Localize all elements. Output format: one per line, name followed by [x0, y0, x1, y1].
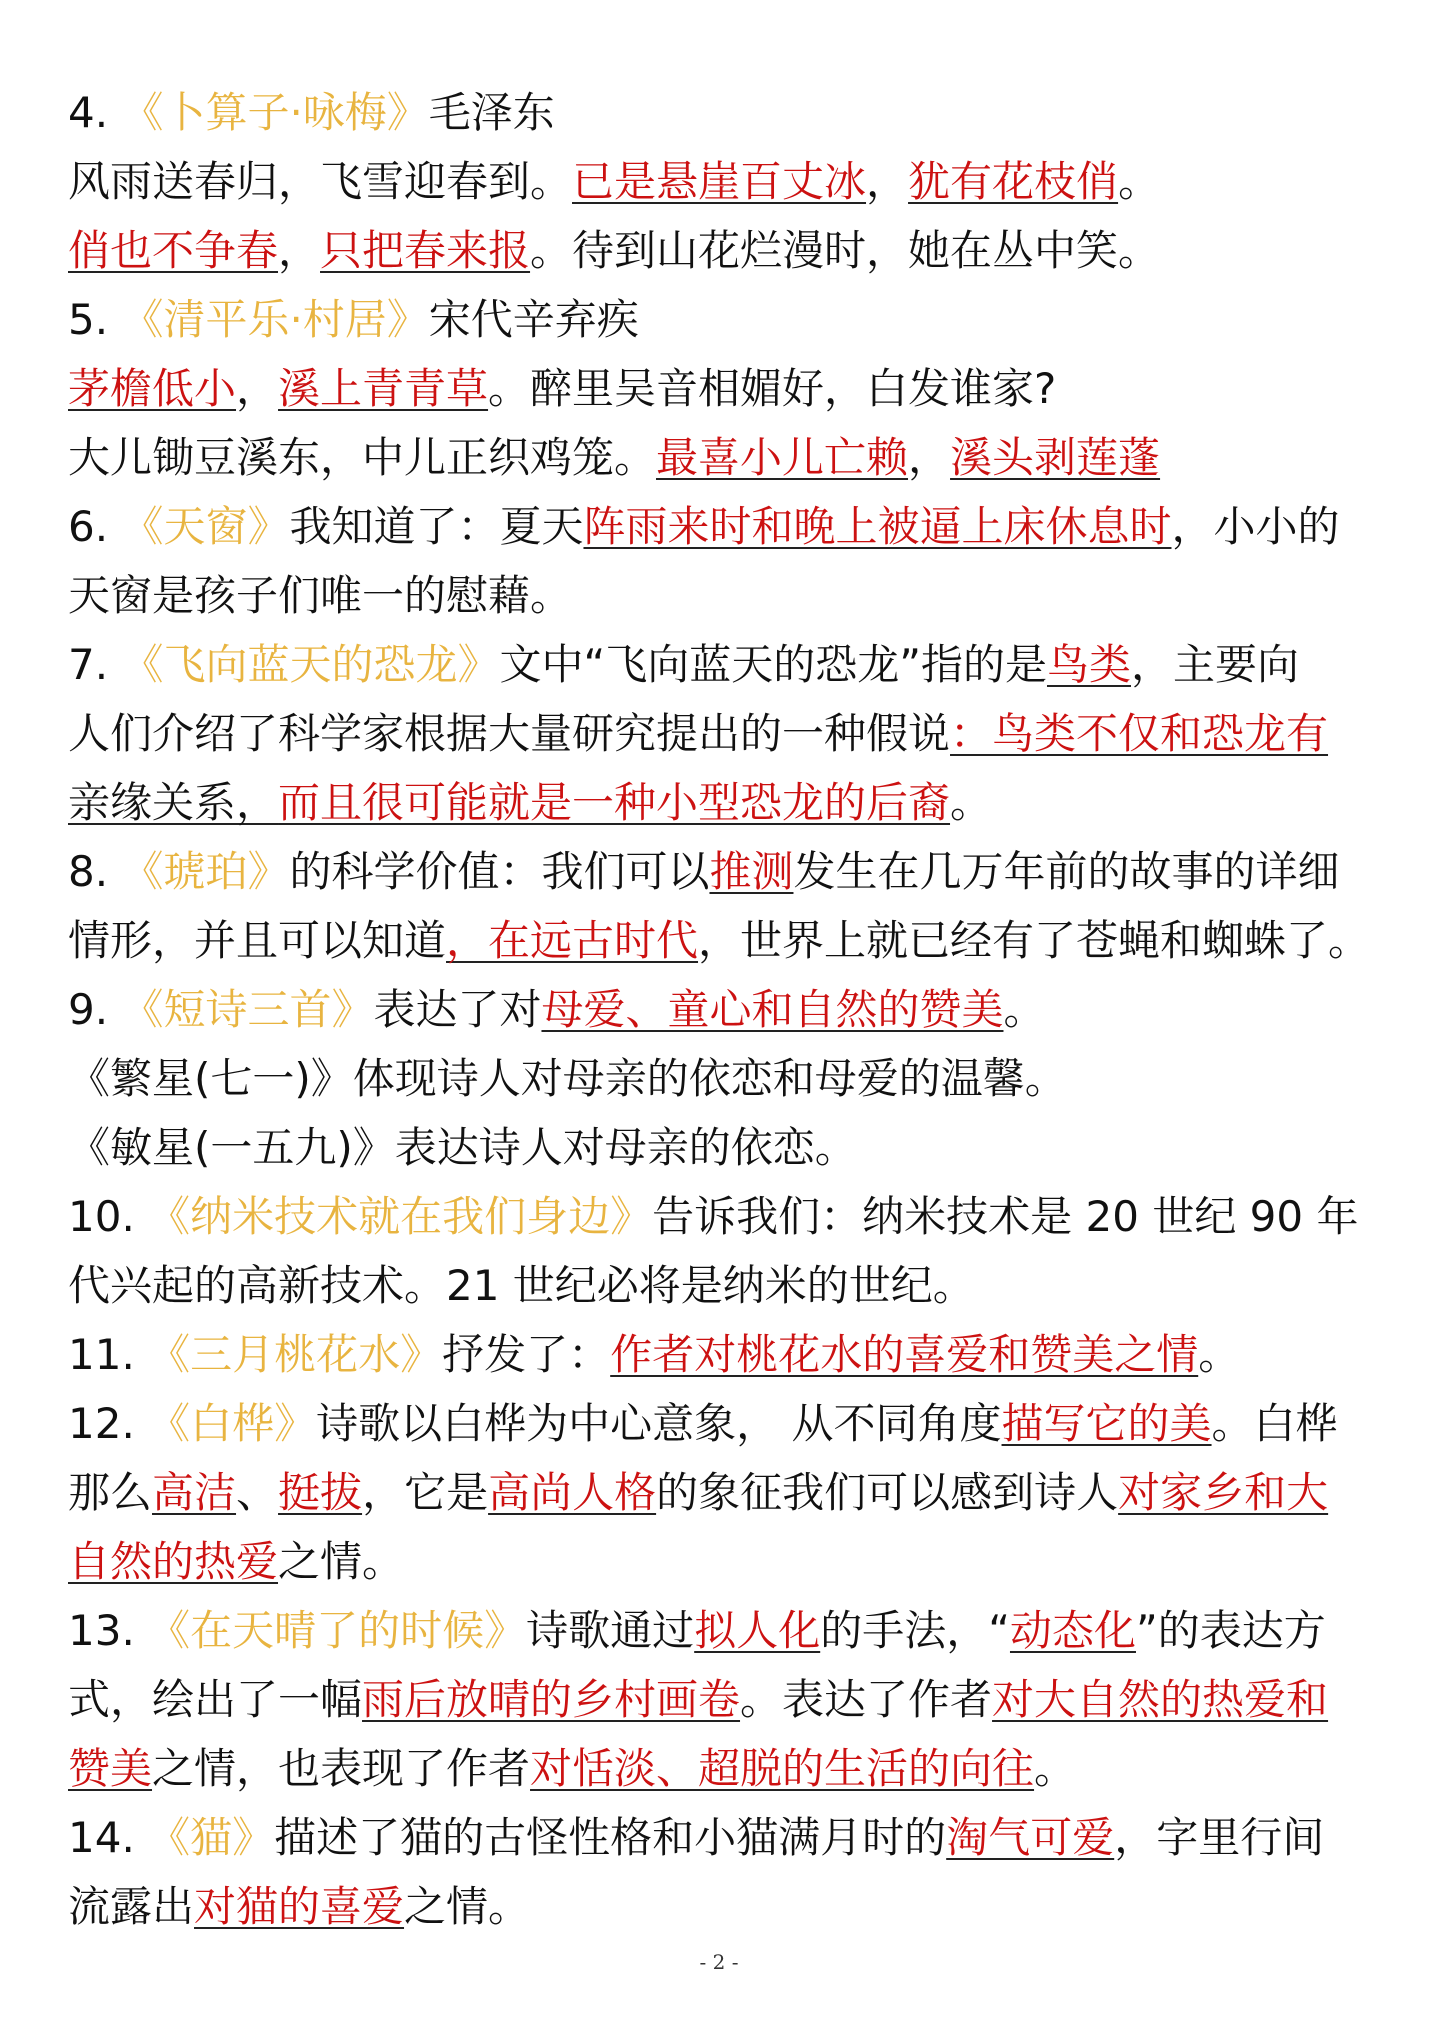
key-point: 溪上青青草 [278, 364, 489, 413]
text-segment: 10. [68, 1192, 149, 1241]
text-line [68, 1389, 1378, 1458]
text-line [68, 1872, 1378, 1941]
text-line [68, 1182, 1378, 1251]
work-title: 《猫》 [148, 1813, 275, 1862]
work-title: 《白桦》 [148, 1399, 317, 1448]
text-line [68, 906, 1378, 975]
work-title: 《琥珀》 [121, 847, 290, 896]
text-segment: 。 [950, 778, 993, 827]
text-segment: 的象征我们可以感到诗人 [656, 1468, 1119, 1517]
text-segment: 8. [68, 847, 122, 896]
text-line [68, 147, 1378, 216]
key-point: 高洁 [152, 1468, 237, 1517]
text-segment: 6. [68, 502, 122, 551]
text-segment: 宋代辛弃疾 [428, 295, 639, 344]
text-segment: 4. [68, 88, 122, 137]
text-line [68, 1527, 1378, 1596]
text-line [68, 1596, 1378, 1665]
key-point: 最喜小儿亡赖 [656, 433, 909, 482]
text-segment: 之情，也表现了作者 [152, 1744, 531, 1793]
work-title: 《清平乐·村居》 [121, 295, 429, 344]
key-point: 犹有花枝俏 [908, 157, 1119, 206]
text-segment: 诗歌通过 [526, 1606, 695, 1655]
text-line [68, 1251, 1378, 1320]
text-segment: 天窗是孩子们唯一的慰藉。 [68, 571, 573, 620]
work-title: 《短诗三首》 [121, 985, 374, 1034]
text-line [68, 354, 1378, 423]
work-title: 《天窗》 [121, 502, 290, 551]
text-segment: 表达了对 [373, 985, 542, 1034]
key-point: 鸟类 [1046, 640, 1131, 689]
text-segment: 诗歌以白桦为中心意象， 从不同角度 [316, 1399, 1002, 1448]
text-segment: ，它是 [362, 1468, 489, 1517]
key-point: 而且很可能就是一种小型恐龙的后裔 [278, 778, 951, 827]
text-segment: 式，绘出了一幅 [68, 1675, 363, 1724]
key-point: 对家乡和大 [1118, 1468, 1329, 1517]
underlined-text: 亲缘关系， [68, 778, 279, 827]
key-point: 溪头剥莲蓬 [950, 433, 1161, 482]
key-point: 推测 [709, 847, 794, 896]
text-line [68, 78, 1378, 147]
text-segment: 发生在几万年前的故事的详细 [793, 847, 1340, 896]
key-point: 高尚人格 [488, 1468, 657, 1517]
work-title: 《纳米技术就在我们身边》 [148, 1192, 653, 1241]
text-segment: 。醉里吴音相媚好，白发谁家? [488, 364, 1057, 413]
key-point: 描写它的美 [1001, 1399, 1212, 1448]
text-segment: 描述了猫的古怪性格和小猫满月时的 [274, 1813, 947, 1862]
text-segment: 14. [68, 1813, 149, 1862]
work-title: 《飞向蓝天的恐龙》 [121, 640, 500, 689]
key-point: 只把春来报 [320, 226, 531, 275]
text-line [68, 561, 1378, 630]
text-line [68, 1734, 1378, 1803]
text-line [68, 1803, 1378, 1872]
text-segment: 。白桦 [1211, 1399, 1338, 1448]
text-segment: 。待到山花烂漫时，她在丛中笑。 [530, 226, 1161, 275]
text-line [68, 837, 1378, 906]
text-segment: 人们介绍了科学家根据大量研究提出的一种假说 [68, 709, 951, 758]
key-point: 母爱、童心和自然的赞美 [541, 985, 1004, 1034]
text-segment: 情形，并且可以知道 [68, 916, 447, 965]
key-point: 拟人化 [694, 1606, 821, 1655]
text-segment: ， [278, 226, 321, 275]
text-segment: 风雨送春归，飞雪迎春到。 [68, 157, 573, 206]
text-segment: 之情。 [404, 1882, 531, 1931]
work-title: 《三月桃花水》 [148, 1330, 443, 1379]
key-point: 挺拔 [278, 1468, 363, 1517]
text-segment: 的手法，“ [820, 1606, 1010, 1655]
text-segment: ， [908, 433, 951, 482]
text-segment: 代兴起的高新技术。21 世纪必将是纳米的世纪。 [68, 1261, 975, 1310]
text-segment: 告诉我们：纳米技术是 20 世纪 90 年 [652, 1192, 1359, 1241]
document-body [68, 78, 1378, 1941]
text-segment: 之情。 [278, 1537, 405, 1586]
text-segment: 我知道了：夏天 [289, 502, 584, 551]
text-line [68, 492, 1378, 561]
text-segment: 大儿锄豆溪东，中儿正织鸡笼。 [68, 433, 657, 482]
text-segment: 的科学价值：我们可以 [289, 847, 710, 896]
text-line [68, 1320, 1378, 1389]
key-point: 茅檐低小 [68, 364, 237, 413]
text-line [68, 699, 1378, 768]
text-segment: 12. [68, 1399, 149, 1448]
text-line [68, 216, 1378, 285]
text-segment: ， [866, 157, 909, 206]
text-segment: ， [236, 364, 279, 413]
key-point: 淘气可爱 [946, 1813, 1115, 1862]
text-line [68, 285, 1378, 354]
key-point: ，在远古时代 [446, 916, 699, 965]
key-point: ：鸟类不仅和恐龙有 [950, 709, 1329, 758]
text-segment: 那么 [68, 1468, 153, 1517]
text-segment: 抒发了： [442, 1330, 611, 1379]
key-point: 对猫的喜爱 [194, 1882, 405, 1931]
key-point: 俏也不争春 [68, 226, 279, 275]
text-segment: 毛泽东 [428, 88, 555, 137]
text-segment: 5. [68, 295, 122, 344]
text-segment: 。 [1198, 1330, 1241, 1379]
text-line [68, 630, 1378, 699]
text-segment: 、 [236, 1468, 279, 1517]
page-number: - 2 - [699, 1950, 739, 1974]
key-point: 对大自然的热爱和 [992, 1675, 1329, 1724]
text-segment: ，主要向 [1131, 640, 1300, 689]
key-point: 阵雨来时和晚上被逼上床休息时 [583, 502, 1172, 551]
text-line [68, 975, 1378, 1044]
text-segment: 9. [68, 985, 122, 1034]
text-segment: 13. [68, 1606, 149, 1655]
work-title: 《卜算子·咏梅》 [121, 88, 429, 137]
text-segment: ，小小的 [1171, 502, 1340, 551]
key-point: 赞美 [68, 1744, 153, 1793]
text-segment: 。表达了作者 [740, 1675, 993, 1724]
text-segment: ，世界上就已经有了苍蝇和蜘蛛了。 [698, 916, 1371, 965]
text-segment: 《繁星(七一)》体现诗人对母亲的依恋和母爱的温馨。 [68, 1054, 1067, 1103]
text-segment: 7. [68, 640, 122, 689]
text-line [68, 1113, 1378, 1182]
key-point: 作者对桃花水的喜爱和赞美之情 [610, 1330, 1199, 1379]
key-point: 已是悬崖百丈冰 [572, 157, 867, 206]
text-segment: 《敏星(一五九)》表达诗人对母亲的依恋。 [68, 1123, 857, 1172]
text-segment: 。 [1034, 1744, 1077, 1793]
key-point: 动态化 [1009, 1606, 1136, 1655]
key-point: 自然的热爱 [68, 1537, 279, 1586]
text-segment: 。 [1118, 157, 1161, 206]
text-line [68, 768, 1378, 837]
text-line [68, 1044, 1378, 1113]
text-segment: ”的表达方 [1135, 1606, 1326, 1655]
text-segment: 流露出 [68, 1882, 195, 1931]
text-segment: ，字里行间 [1114, 1813, 1325, 1862]
work-title: 《在天晴了的时候》 [148, 1606, 527, 1655]
text-segment: 文中“飞向蓝天的恐龙”指的是 [499, 640, 1047, 689]
text-line [68, 423, 1378, 492]
text-segment: 11. [68, 1330, 149, 1379]
text-line [68, 1665, 1378, 1734]
text-segment: 。 [1003, 985, 1046, 1034]
key-point: 对恬淡、超脱的生活的向往 [530, 1744, 1035, 1793]
key-point: 雨后放晴的乡村画卷 [362, 1675, 741, 1724]
text-line [68, 1458, 1378, 1527]
